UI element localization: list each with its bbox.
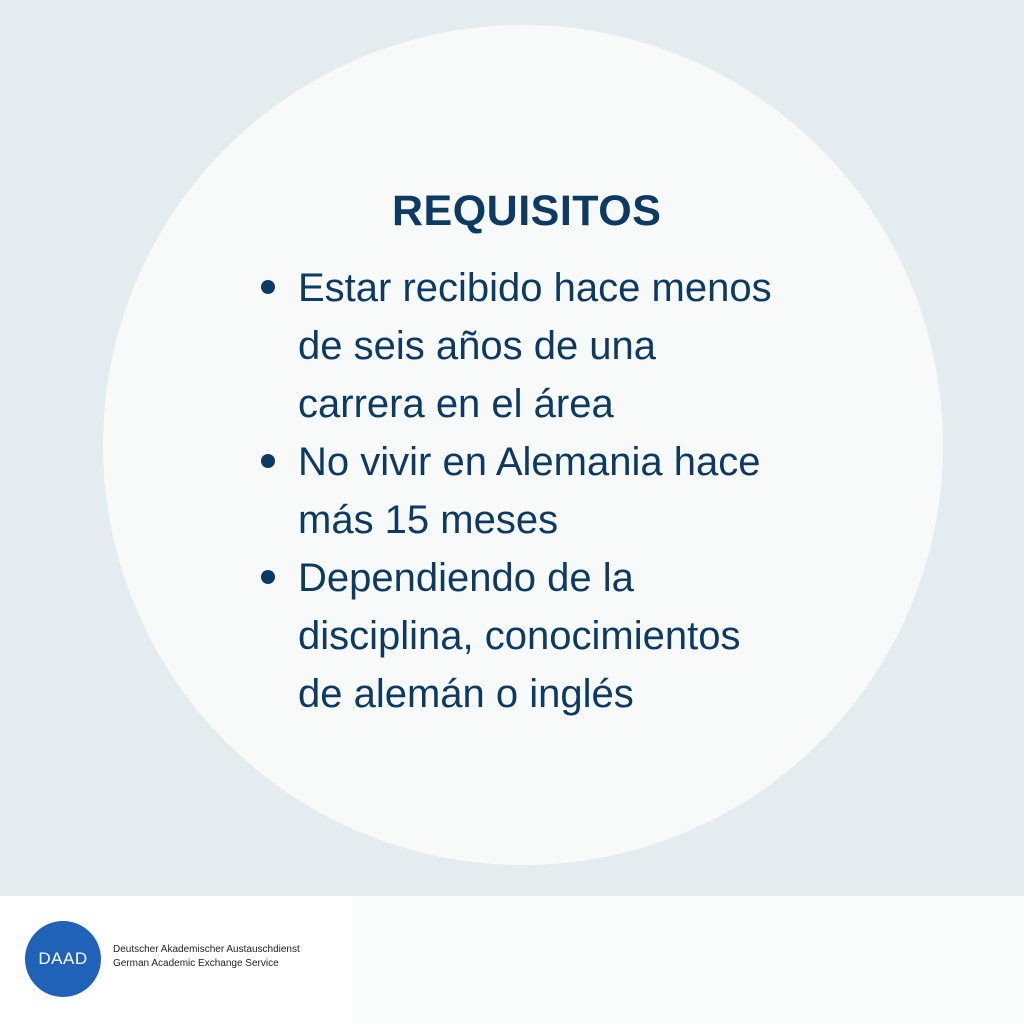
list-item — [256, 549, 856, 723]
item-line: disciplina, conocimientos — [298, 614, 741, 658]
organization-name — [113, 943, 300, 971]
footer — [0, 896, 1024, 1024]
daad-logo — [25, 921, 101, 997]
item-line: más 15 meses — [298, 498, 559, 542]
logo-text: DAAD — [38, 949, 88, 968]
bullet-icon — [261, 454, 275, 468]
item-line: carrera en el área — [298, 382, 614, 426]
list-item — [256, 259, 856, 433]
requirements-list — [256, 259, 856, 723]
org-name-english: German Academic Exchange Service — [113, 958, 279, 969]
bullet-icon — [261, 280, 275, 294]
item-line: No vivir en Alemania hace — [298, 440, 761, 484]
list-item — [256, 433, 856, 549]
item-line: de alemán o inglés — [298, 672, 634, 716]
item-line: de seis años de una — [298, 324, 657, 368]
item-line: Estar recibido hace menos — [298, 266, 772, 310]
title: REQUISITOS — [392, 187, 662, 235]
item-line: Dependiendo de la — [298, 556, 634, 600]
footer-panel — [352, 896, 1024, 1024]
bullet-icon — [261, 570, 275, 584]
org-name-german: Deutscher Akademischer Austauschdienst — [113, 944, 300, 955]
